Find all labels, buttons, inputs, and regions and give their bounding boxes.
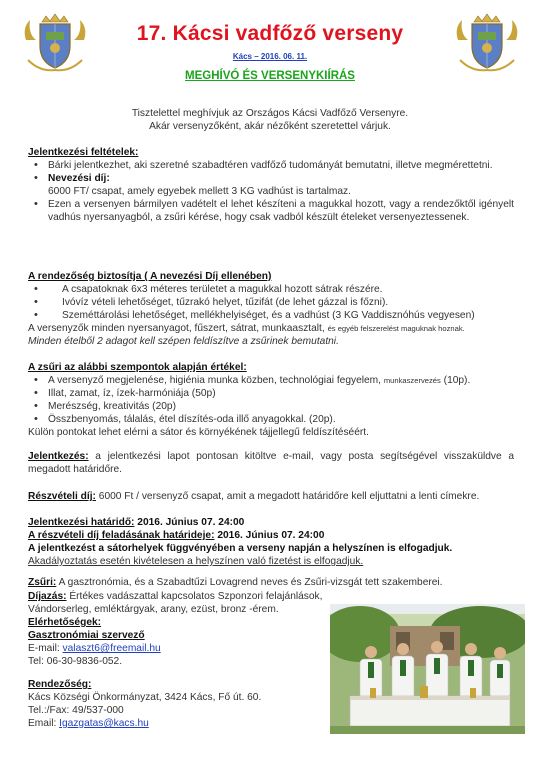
- organizer-email-label: Email:: [28, 718, 57, 729]
- deadline-payment-note: Akadályoztatás esetén kivételesen a helyszínen való fizetést is elfogadjuk.: [28, 556, 364, 567]
- participation-text: 6000 Ft / versenyző csapat, amit a megadott határidőre kell eljuttatni a lenti címekre.: [98, 491, 480, 502]
- deadlines-section: [28, 516, 514, 568]
- jury-label: Zsűri:: [28, 577, 57, 588]
- intro-line-2: Akár versenyzőként, akár nézőként szeretettel várjuk.: [149, 121, 391, 132]
- condition-item: [28, 172, 514, 198]
- deadline-1-value: 2016. Június 07. 24:00: [137, 517, 245, 528]
- organizer-email: [28, 717, 328, 730]
- event-date: Kács – 2016. 06. 11.: [232, 52, 308, 61]
- organizer-provides-heading: A rendezőség biztosítja ( A nevezési Díj ellenében): [28, 271, 272, 282]
- organizer-address: Kács Községi Önkormányzat, 3424 Kács, Fő út. 60.: [28, 692, 262, 703]
- judging-item-small: munkaszervezés: [383, 376, 441, 385]
- prizes-section: [28, 590, 328, 668]
- deadline-note: A jelentkezést a sátorhelyek függvényében a verseny napján a helyszínen is elfogadjuk.: [28, 543, 453, 554]
- judging-note: Külön pontokat lehet elérni a sátor és környékének tájjellegű feldíszítéséért.: [28, 427, 369, 438]
- gastro-email-label: E-mail:: [28, 643, 60, 654]
- invitation-heading: MEGHÍVÓ ÉS VERSENYKIÍRÁS: [185, 70, 355, 82]
- judging-section: [28, 361, 514, 439]
- deadline-2-label: A részvételi díj feladásának határideje:: [28, 530, 215, 541]
- participation-section: [28, 490, 514, 503]
- organizer-heading: Rendezőség:: [28, 679, 92, 690]
- prizes-label: Díjazás:: [28, 591, 67, 602]
- judging-item-main: A versenyző megjelenése, higiénia munka közben, technológiai fegyelem,: [48, 375, 381, 386]
- organizer-email-link[interactable]: Igazgatas@kacs.hu: [59, 718, 149, 729]
- deadline-2-value: 2016. Június 07. 24:00: [217, 530, 325, 541]
- gastro-phone-label: Tel:: [28, 656, 44, 667]
- application-section: [28, 450, 514, 476]
- jury-group-photo: [330, 604, 525, 734]
- gastro-email: [28, 642, 328, 655]
- organizer-section: [28, 678, 328, 730]
- gastro-phone: [28, 655, 328, 668]
- gastro-organizer-heading: Gasztronómiai szervező: [28, 630, 145, 641]
- organizer-phone: Tel.:/Fax: 49/537-000: [28, 705, 124, 716]
- provide-item: • Ivóvíz vételi lehetőséget, tűzrakó helyet, tűzifát (de lehet gázzal is főzni).: [28, 296, 514, 309]
- conditions-section: [28, 146, 514, 224]
- provide-note: [28, 322, 514, 335]
- contacts-heading: Elérhetőségek:: [28, 617, 102, 628]
- fee-text: 6000 FT/ csapat, amely egyebek mellett 3 KG vadhúst is tartalmaz.: [48, 186, 351, 197]
- prizes-text: Értékes vadászattal kapcsolatos Szponzori felajánlások,: [69, 591, 323, 602]
- judging-item-end: (10p).: [443, 375, 471, 386]
- gastro-phone-value: 06-30-9836-052.: [46, 656, 123, 667]
- provide-item: • Szeméttárolási lehetőséget, mellékhelyiséget, és a vadhúst (3 KG Vaddisznóhús vegyesen): [28, 309, 514, 322]
- judging-heading: A zsűri az alábbi szempontok alapján értékel:: [28, 362, 247, 373]
- gastro-email-link[interactable]: valaszt6@freemail.hu: [62, 643, 161, 654]
- application-label: Jelentkezés:: [28, 451, 89, 462]
- conditions-heading: Jelentkezési feltételek:: [28, 147, 139, 158]
- intro-line-1: Tisztelettel meghívjuk az Országos Kácsi Vadfőző Versenyre.: [131, 108, 409, 119]
- provide-note-main: A versenyzők minden nyersanyagot, fűszert, sátrat, munkaasztalt,: [28, 323, 325, 334]
- judging-item: [28, 374, 514, 387]
- provide-note-italic: Minden ételből 2 adagot kell szépen feldíszítve a zsűrinek bemutatni.: [28, 336, 339, 347]
- application-text: a jelentkezési lapot pontosan kitöltve e-mail, vagy posta segítségével visszaküldve a megadott határidőre.: [28, 451, 514, 475]
- judging-item: • Összbenyomás, tálalás, étel díszítés-oda illő anyagokkal. (20p).: [28, 413, 514, 426]
- provide-note-small: és egyéb felszerelést maguknak hoznak.: [327, 324, 465, 333]
- judging-item: • Merészség, kreativitás (20p): [28, 400, 514, 413]
- deadline-2: [28, 529, 514, 542]
- participation-label: Részvételi díj:: [28, 491, 96, 502]
- fee-label: Nevezési díj:: [48, 173, 110, 184]
- provide-item: • A csapatoknak 6x3 méteres területet a magukkal hozott sátrak részére.: [28, 283, 514, 296]
- condition-item: • Ezen a versenyen bármilyen vadételt el lehet készíteni a magukkal hozott, vagy a rendezőktől igényelt vadhús nyersanyagból, a zsűri kérése, hogy csak vadból készült ételeket versenyeztessenek.: [28, 198, 514, 224]
- jury-section: [28, 576, 514, 589]
- judging-item: • Illat, zamat, íz, ízek-harmóniája (50p): [28, 387, 514, 400]
- document-title: 17. Kácsi vadfőző verseny: [136, 22, 404, 45]
- prizes-line-2: Vándorserleg, emléktárgyak, arany, ezüst, bronz -érem.: [28, 604, 279, 615]
- jury-text: A gasztronómia, és a Szabadtűzi Lovagrend neves és Zsűri-vizsgát tett szakemberei.: [58, 577, 443, 588]
- deadline-1-label: Jelentkezési határidő:: [28, 517, 135, 528]
- condition-item: • Bárki jelentkezhet, aki szeretné szabadtéren vadfőző tudományát bemutatni, illetve megmérettetni.: [28, 159, 514, 172]
- organizer-provides-section: [28, 270, 514, 348]
- deadline-1: [28, 516, 514, 529]
